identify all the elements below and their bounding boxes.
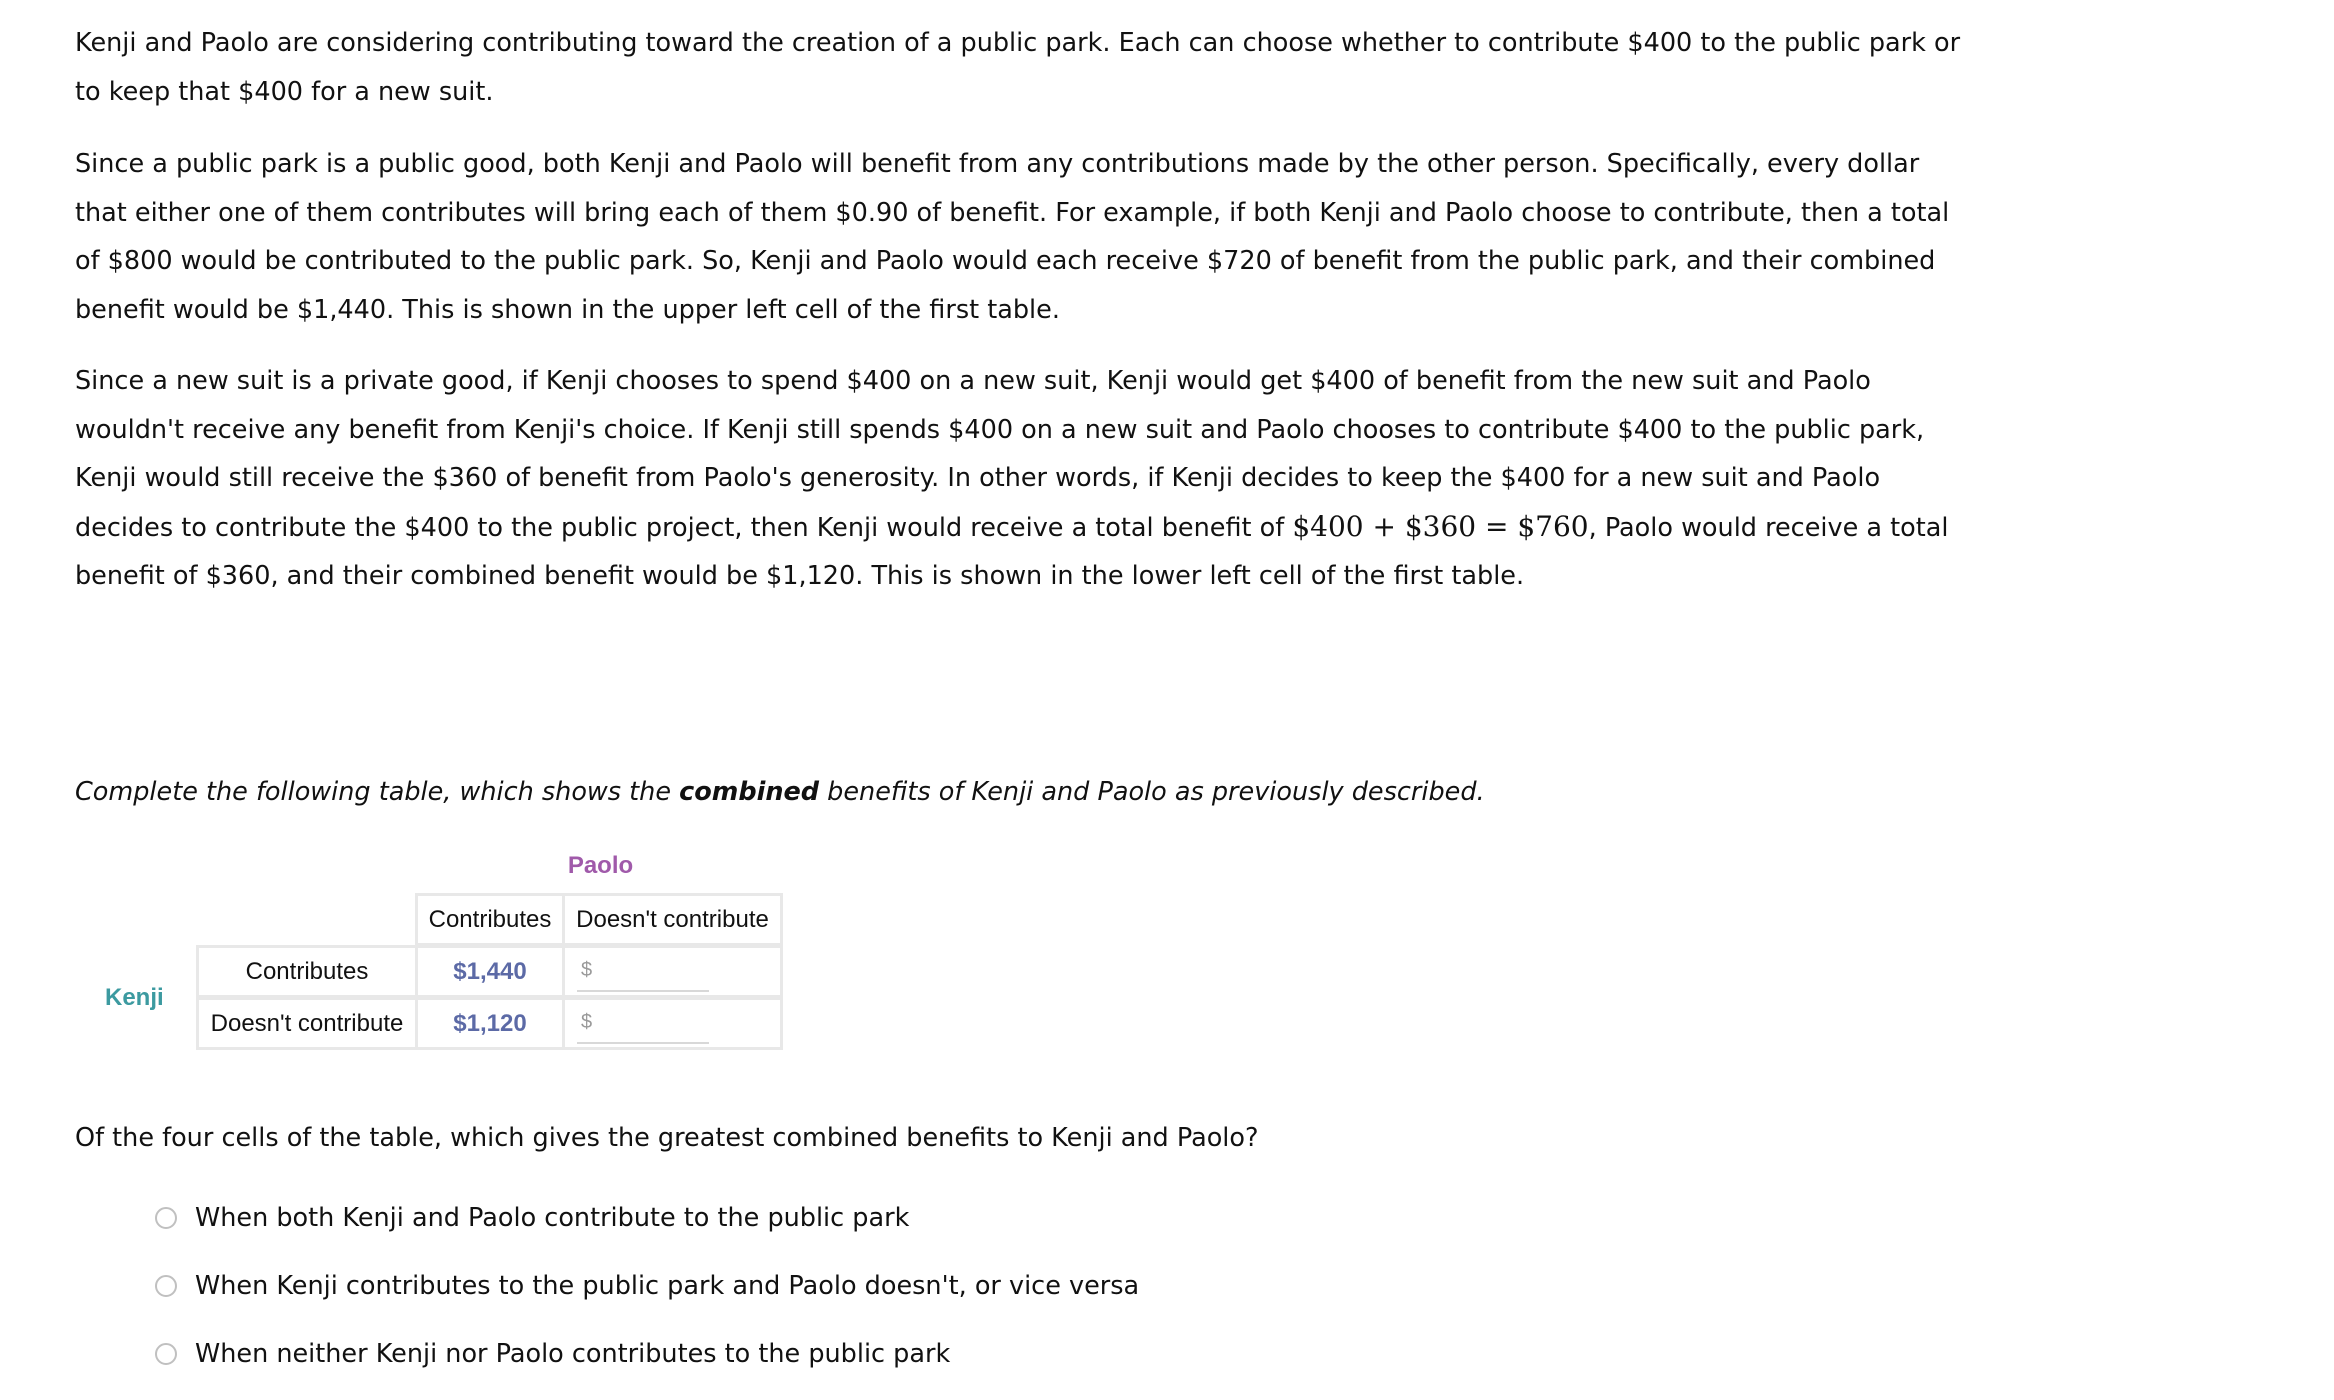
- instruction-text-end: benefits of Kenji and Paolo as previously described.: [819, 777, 1485, 807]
- cell-both-contribute: $1,440: [415, 945, 565, 998]
- col-header-doesnt-contribute: Doesn't contribute: [562, 893, 783, 946]
- cell-kenji-contributes-paolo-not: [562, 945, 783, 998]
- benefit-equation: $400 + $360 = $760: [1292, 509, 1589, 543]
- intro-paragraph-2: Since a public park is a public good, both Kenji and Paolo will benefit from any contributions made by the other person. Specifically, every dollar that either one of them contributes will bring each of them $0.90 of benefit. For example, if both Kenji and Paolo choose to contribute, then a total of $800 would be contributed to the public park. So, Kenji and Paolo would each receive $720 of benefit from the public park, and their combined benefit would be $1,440. This is shown in the upper left cell of the first table.: [75, 149, 1950, 325]
- answer-input-lower-right[interactable]: $: [577, 1004, 709, 1044]
- instruction-text: Complete the following table, which shows the: [75, 777, 680, 807]
- paolo-label: Paolo: [567, 852, 634, 879]
- option-label: When both Kenji and Paolo contribute to the public park: [195, 1203, 910, 1233]
- option-one-contributes[interactable]: [155, 1268, 1139, 1304]
- row-header-doesnt-contribute: Doesn't contribute: [196, 997, 418, 1050]
- instruction-emphasis: combined: [679, 777, 820, 807]
- paragraph-3-text-end: , Paolo would receive a total benefit of $360, and their combined benefit would be $1,120. This is shown in the lower left cell of the first table.: [75, 512, 1949, 591]
- question-text: Of the four cells of the table, which gives the greatest combined benefits to Kenji and Paolo?: [75, 1123, 1259, 1153]
- paragraph-3-text: Since a new suit is a private good, if Kenji chooses to spend $400 on a new suit, Kenji would get $400 of benefit from the new suit and Paolo wouldn't receive any benefit from Kenji's choice. If Kenji still spends $400 on a new suit and Paolo chooses to contribute $400 to the public park, Kenji would still receive the $360 of benefit from Paolo's generosity. In other words, if Kenji decides to keep the $400 for a new suit and Paolo decides to contribute the $400 to the public project, then Kenji would receive a total benefit of: [75, 366, 1925, 543]
- row-header-contributes: Contributes: [196, 945, 418, 998]
- intro-paragraph-1: Kenji and Paolo are considering contributing toward the creation of a public park. Each can choose whether to contribute $400 to the public park or to keep that $400 for a new suit.: [75, 28, 1961, 107]
- answer-input-upper-right[interactable]: $: [577, 952, 709, 992]
- option-both-contribute[interactable]: [155, 1200, 909, 1236]
- radio-button[interactable]: [155, 1275, 177, 1297]
- radio-button[interactable]: [155, 1343, 177, 1365]
- kenji-label: Kenji: [105, 984, 164, 1011]
- table-instruction: [75, 772, 1485, 812]
- intro-paragraph-3: [75, 357, 1975, 601]
- col-header-contributes: Contributes: [415, 893, 565, 946]
- cell-kenji-not-paolo-contributes: $1,120: [415, 997, 565, 1050]
- radio-button[interactable]: [155, 1207, 177, 1229]
- option-label: When Kenji contributes to the public park and Paolo doesn't, or vice versa: [195, 1271, 1140, 1301]
- cell-neither-contributes: [562, 997, 783, 1050]
- option-label: When neither Kenji nor Paolo contributes to the public park: [195, 1339, 951, 1369]
- option-neither-contributes[interactable]: [155, 1336, 950, 1372]
